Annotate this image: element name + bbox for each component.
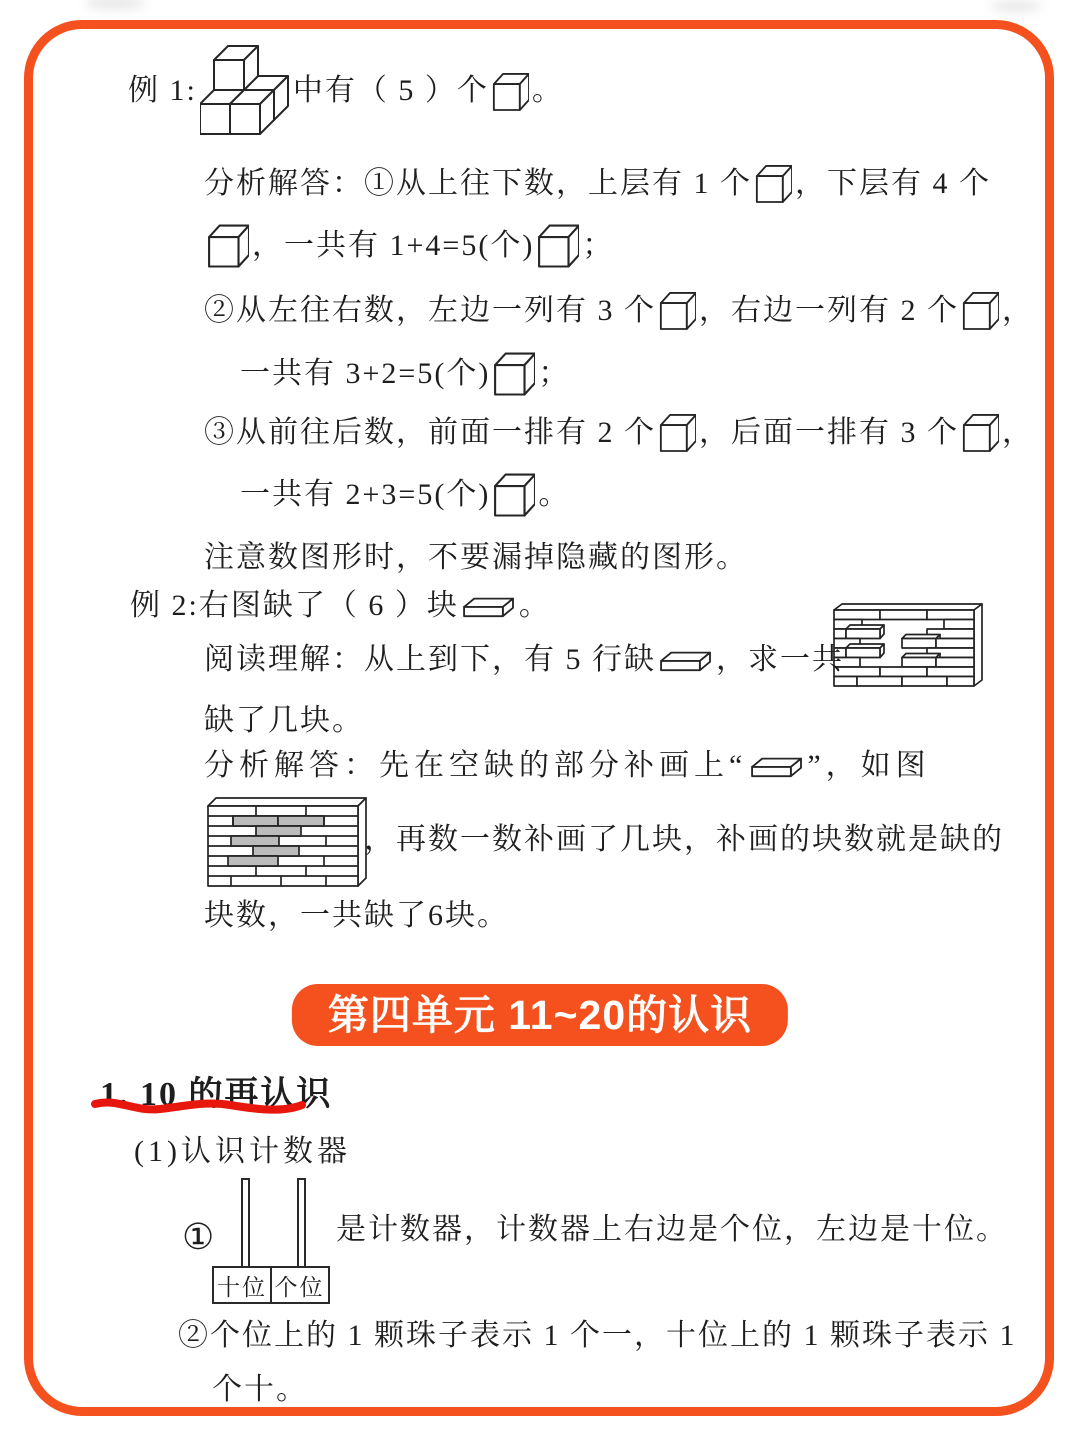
counter-rod-tens [241, 1178, 250, 1270]
cube-stack-figure [200, 44, 290, 138]
example1-analysis-line4 [240, 350, 570, 397]
scan-artifact [85, 0, 145, 10]
example1-label: 例 1: [128, 74, 197, 107]
item2-text: 个十。 [212, 1373, 308, 1406]
counter-rod-ones [297, 1178, 306, 1270]
example1-analysis-line2 [204, 222, 614, 269]
counter-base [212, 1266, 330, 1304]
reading-text: ，求一共 [716, 643, 844, 676]
example2-reading-line2 [204, 703, 364, 739]
example1-analysis-line5 [204, 412, 1034, 453]
brick-icon [462, 594, 516, 618]
missing-bricks-wall-figure [832, 602, 984, 692]
counter-description [336, 1212, 1008, 1248]
analysis-text: 块数，一共缺了6块。 [204, 899, 509, 932]
item2-line1 [178, 1318, 1017, 1354]
filled-bricks-wall-figure [206, 796, 368, 888]
item2-text: ②个位上的 1 颗珠子表示 1 个一，十位上的 1 颗珠子表示 1 [178, 1319, 1017, 1352]
example2-analysis-line3 [204, 898, 509, 934]
red-wavy-underline [90, 1096, 308, 1120]
cube-icon [537, 222, 579, 269]
analysis-text: 分析解答：先在空缺的部分补画上“ [204, 749, 748, 782]
analysis-text: 一共有 3+2=5(个) [240, 356, 491, 390]
cube-icon [962, 412, 999, 453]
cube-icon [207, 222, 249, 269]
tens-label: 十位 [217, 1274, 267, 1300]
ones-cell [270, 1266, 330, 1304]
cube-icon [493, 350, 535, 397]
circled-one: ① [182, 1217, 215, 1257]
example2-line1 [130, 588, 551, 624]
reading-text: 缺了几块。 [204, 704, 364, 737]
analysis-text: ， [1002, 293, 1034, 327]
analysis-text: ，右边一列有 2 个 [699, 293, 959, 327]
example1-question-period: 。 [531, 74, 564, 107]
analysis-text: ，一共有 1+4=5(个) [252, 228, 535, 262]
example2-analysis-line1 [204, 748, 931, 784]
scan-artifact [990, 0, 1042, 12]
cube-icon [493, 471, 535, 518]
unit-banner [292, 984, 788, 1046]
analysis-text: 一共有 2+3=5(个) [240, 477, 491, 511]
example2-reading-line1 [204, 642, 844, 678]
example1-analysis-line1 [204, 163, 991, 204]
cube-icon [492, 71, 529, 112]
reading-text: 阅读理解：从上到下，有 5 行缺 [204, 643, 656, 676]
ones-label: 个位 [274, 1274, 325, 1300]
brick-icon [750, 754, 804, 778]
example2-question-text: 右图缺了（ 6 ）块 [198, 589, 459, 622]
analysis-text: ，后面一排有 3 个 [699, 415, 959, 449]
example1-analysis-line6 [240, 471, 570, 518]
analysis-text: 。 [538, 477, 571, 511]
analysis-text: ； [538, 356, 571, 390]
example2-question-period: 。 [518, 589, 551, 622]
counter-description-text: 是计数器，计数器上右边是个位，左边是十位。 [336, 1213, 1008, 1246]
item2-line2 [212, 1372, 308, 1408]
note-text: 注意数图形时，不要漏掉隐藏的图形。 [204, 541, 748, 574]
example1-note [204, 540, 748, 576]
analysis-text: 分析解答：①从上往下数，上层有 1 个 [204, 166, 752, 200]
cube-icon [659, 412, 696, 453]
example1-question-text: 中有（ 5 ）个 [292, 74, 489, 107]
analysis-text: ， [1002, 415, 1034, 449]
example1-line1 [128, 44, 564, 138]
cube-icon [659, 290, 696, 331]
analysis-text: ； [582, 228, 615, 262]
item1-number [182, 1216, 214, 1258]
analysis-text: ②从左往右数，左边一列有 3 个 [204, 293, 656, 327]
analysis-text: ”，如图 [807, 749, 931, 782]
example2-analysis-line2 [364, 822, 1004, 858]
analysis-text: ，下层有 4 个 [795, 166, 991, 200]
subsection-title-text: (1)认识计数器 [134, 1135, 351, 1168]
unit-banner-text: 第四单元 11~20的认识 [327, 992, 753, 1038]
section-heading-text: 1. 10 的再认识 [100, 1076, 333, 1113]
analysis-text: ③从前往后数，前面一排有 2 个 [204, 415, 656, 449]
analysis-text: ，再数一数补画了几块，补画的块数就是缺的 [364, 823, 1004, 856]
cube-icon [755, 163, 792, 204]
brick-icon [659, 648, 713, 672]
cube-icon [962, 290, 999, 331]
example2-label: 例 2: [130, 589, 199, 622]
subsection-title [134, 1126, 351, 1170]
tens-cell [212, 1266, 272, 1304]
example1-analysis-line3 [204, 290, 1034, 331]
